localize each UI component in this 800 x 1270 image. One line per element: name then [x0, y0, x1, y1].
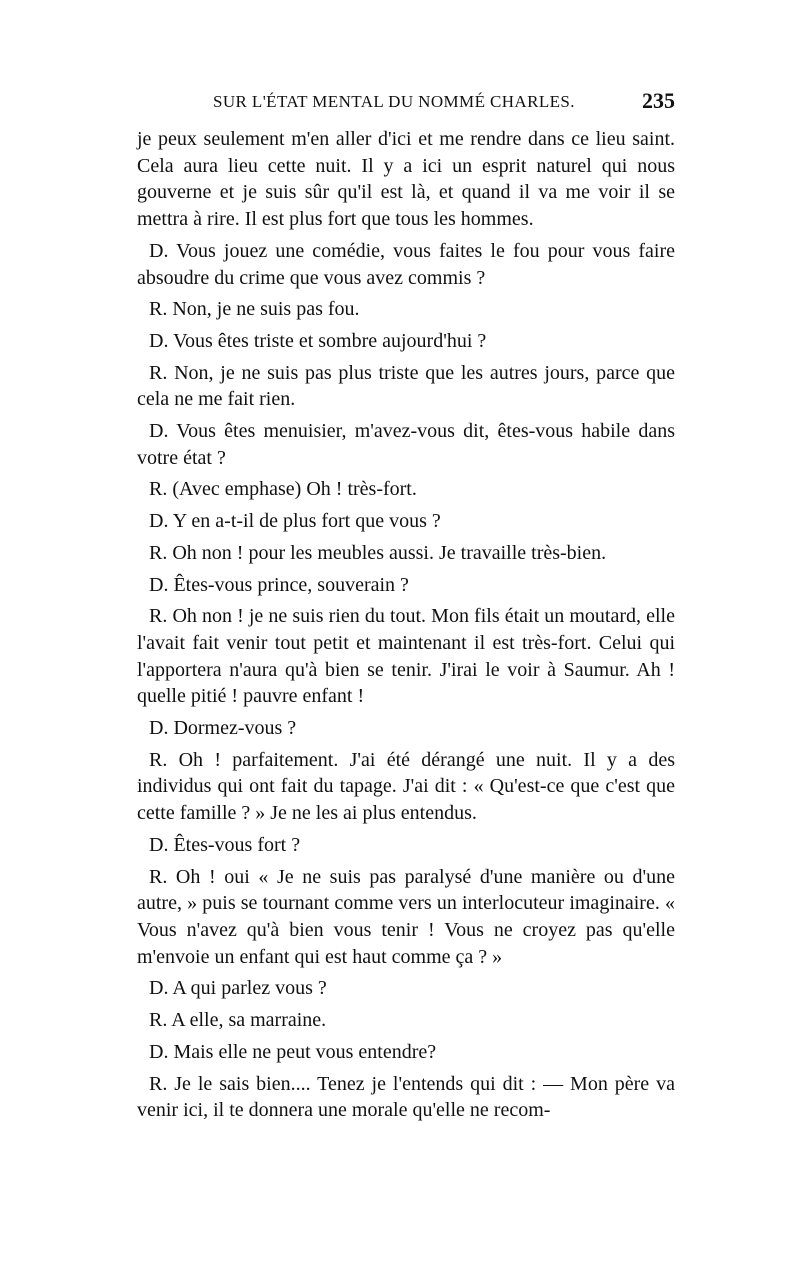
- dialogue-question: D. Y en a-t-il de plus fort que vous ?: [149, 510, 441, 533]
- dialogue-answer: R. Je le sais bien.... Tenez je l'entends qui dit : — Mon père va venir ici, il te donnera une morale qu'elle ne recom-: [137, 1072, 675, 1122]
- dialogue-answer: R. Non, je ne suis pas fou.: [149, 298, 360, 321]
- dialogue-question: D. Vous jouez une comédie, vous faites le fou pour vous faire absoudre du crime que vous avez commis ?: [137, 239, 675, 289]
- dialogue-answer: R. Oh ! oui « Je ne suis pas paralysé d'une manière ou d'une autre, » puis se tournant comme vers un interlocuteur imaginaire. « Vous n'avez qu'à bien vous tenir ! Vous ne croyez pas qu'elle m'envoie un enfant qui est haut comme ça ? »: [137, 865, 675, 968]
- dialogue-question: D. Vous êtes triste et sombre aujourd'hui ?: [149, 329, 487, 352]
- running-title: SUR L'ÉTAT MENTAL DU NOMMÉ CHARLES.: [213, 92, 575, 111]
- dialogue-answer: R. Oh non ! je ne suis rien du tout. Mon fils était un moutard, elle l'avait fait venir tout petit et maintenant il est très-fort. Celui qui l'apportera n'aura qu'à bien se tenir. J'irai le voir à Saumur. Ah ! quelle pitié ! pauvre enfant !: [137, 605, 675, 708]
- dialogue-question: D. Dormez-vous ?: [149, 717, 297, 740]
- paragraph: je peux seulement m'en aller d'ici et me rendre dans ce lieu saint. Cela aura lieu cette nuit. Il y a ici un esprit naturel qui nous gouverne et je suis sûr qu'il est là, et quand il va me voir il se mettra à rire. Il est plus fort que tous les hommes.: [137, 128, 675, 231]
- dialogue-question: D. Êtes-vous prince, souverain ?: [149, 573, 409, 596]
- body-text: [137, 126, 675, 1129]
- dialogue-answer: R. A elle, sa marraine.: [149, 1009, 327, 1032]
- dialogue-answer: R. Non, je ne suis pas plus triste que les autres jours, parce que cela ne me fait rien.: [137, 361, 675, 411]
- dialogue-question: D. A qui parlez vous ?: [149, 977, 327, 1000]
- dialogue-answer: R. Oh ! parfaitement. J'ai été dérangé une nuit. Il y a des individus qui ont fait du tapage. J'ai dit : « Qu'est-ce que c'est que cette famille ? » Je ne les ai plus entendus.: [137, 748, 675, 825]
- dialogue-question: D. Vous êtes menuisier, m'avez-vous dit, êtes-vous habile dans votre état ?: [137, 420, 675, 469]
- dialogue-answer: R. Oh non ! pour les meubles aussi. Je travaille très-bien.: [149, 541, 607, 564]
- dialogue-question: D. Mais elle ne peut vous entendre?: [149, 1040, 437, 1063]
- dialogue-answer: R. (Avec emphase) Oh ! très-fort.: [149, 478, 417, 501]
- dialogue-question: D. Êtes-vous fort ?: [149, 833, 301, 856]
- page-header: [137, 90, 675, 120]
- page-number: 235: [642, 88, 675, 113]
